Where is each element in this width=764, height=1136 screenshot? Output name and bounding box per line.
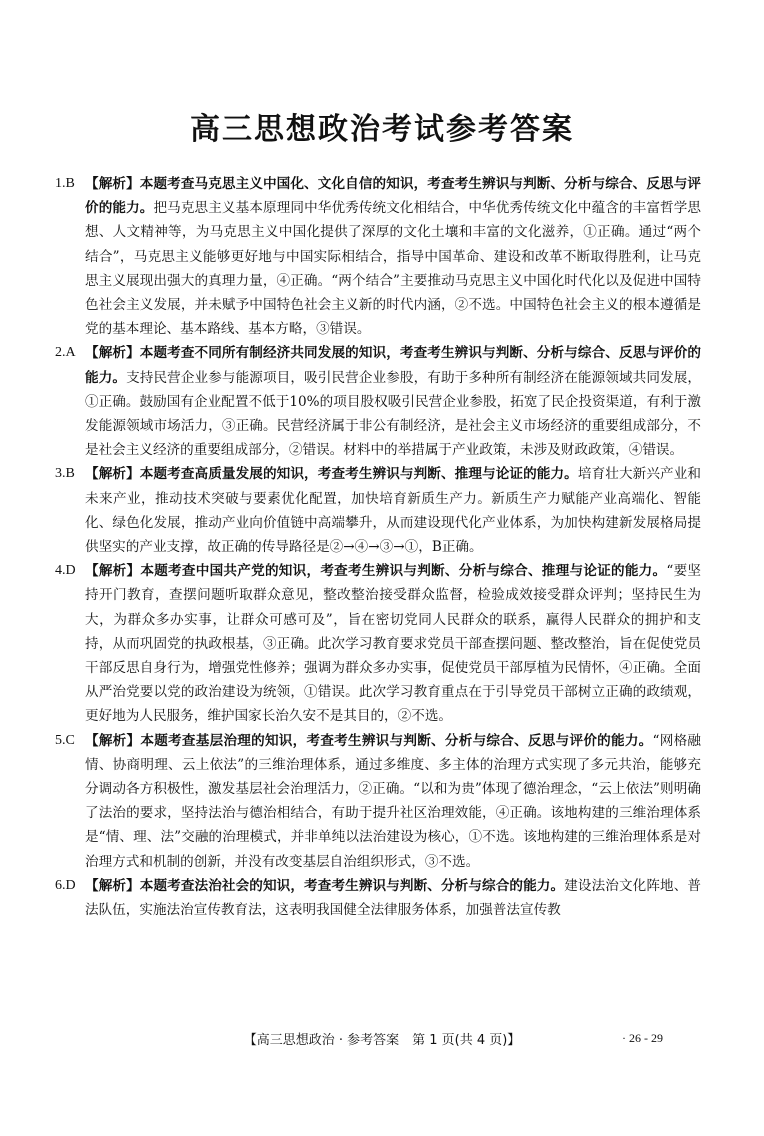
page-title: 高三思想政治考试参考答案 bbox=[190, 112, 574, 147]
answer-number: 4.D bbox=[55, 563, 76, 579]
answer-body: “网格融情、协商明理、云上依法”的三维治理体系，通过多维度、多主体的治理方式实现了多元共治，能够充分调动各方积极性，激发基层社会治理活力，②正确。“以和为贵”体现了德治理念，“云上依法”则明确了法治的要求，坚持法治与德治相结合，有助于提升社区治理效能，④正确。该地构建的三维治理体系是“情、理、法”交融的治理模式，并非单纯以法治建设为核心，①不选。该地构建的三维治理体系是对治理方式和机制的创新，并没有改变基层自治组织形式，③不选。 bbox=[85, 732, 702, 870]
answer-number: 6.D bbox=[55, 877, 76, 893]
page-footer: 【高三思想政治 · 参考答案 第 1 页(共 4 页)】 bbox=[243, 1033, 521, 1048]
answer-headline: 本题考查基层治理的知识，考查考生辨识与判断、分析与综合、反思与评价的能力。 bbox=[140, 732, 653, 749]
footer-code: · 26 - 29 bbox=[622, 1031, 663, 1045]
answer-list bbox=[55, 172, 701, 922]
answer-body: 培育壮大新兴产业和未来产业，推动技术突破与要素优化配置，加快培育新质生产力。新质生产力赋能产业高端化、智能化、绿色化发展，推动产业向价值链中高端攀升，从而建设现代化产业体系，为加快构建新发展格局提供坚实的产业支撑，故正确的传导路径是②→④→③→①，B正确。 bbox=[85, 466, 702, 556]
answer-item bbox=[55, 341, 701, 462]
answer-headline: 本题考查中国共产党的知识，考查考生辨识与判断、分析与综合、推理与论证的能力。 bbox=[140, 563, 667, 580]
answer-tag: 【解析】 bbox=[85, 176, 140, 192]
answer-number: 2.A bbox=[55, 345, 76, 361]
answer-headline: 本题考查法治社会的知识，考查考生辨识与判断、分析与综合的能力。 bbox=[139, 877, 565, 894]
answer-item bbox=[55, 172, 701, 341]
answer-item bbox=[55, 729, 701, 874]
answer-tag: 【解析】 bbox=[85, 877, 140, 894]
answer-body: 建设法治文化阵地、普法队伍，实施法治宣传教育法，这表明我国健全法律服务体系，加强普法宣传教 bbox=[85, 877, 702, 919]
answer-body: “要坚持开门教育，查摆问题听取群众意见，整改整治接受群众监督，检验成效接受群众评判；坚持民生为大，为群众多办实事，让群众可感可及”，旨在密切党同人民群众的联系，赢得人民群众的拥护和支持，从而巩固党的执政根基，③正确。此次学习教育要求党员干部查摆问题、整改整治，旨在促使党员干部反思自身行为，增强党性修养；强调为群众多办实事，促使党员干部厚植为民情怀，④正确。全面从严治党要以党的政治建设为统领，①错误。此次学习教育重点在于引导党员干部树立正确的政绩观，更好地为人民服务，维护国家长治久安不是其目的，②不选。 bbox=[85, 563, 702, 725]
answer-tag: 【解析】 bbox=[85, 345, 140, 362]
answer-headline: 本题考查马克思主义中国化、文化自信的知识，考查考生辨识与判断、分析与综合、反思与评价的能力。 bbox=[85, 176, 701, 217]
answer-item bbox=[55, 462, 701, 559]
answer-tag: 【解析】 bbox=[85, 466, 140, 483]
answer-item bbox=[55, 559, 701, 728]
answer-tag: 【解析】 bbox=[85, 732, 141, 749]
answer-number: 3.B bbox=[55, 466, 75, 482]
answer-body: 支持民营企业参与能源项目，吸引民营企业参股，有助于多种所有制经济在能源领域共同发展，①正确。鼓励国有企业配置不低于10%的项目股权吸引民营企业参股，拓宽了民企投资渠道，有利于激发能源领域市场活力，③正确。民营经济属于非公有制经济，是社会主义市场经济的重要组成部分，不是社会主义经济的重要组成部分，②错误。材料中的举措属于产业政策，未涉及财政政策，④错误。 bbox=[85, 369, 702, 459]
answer-tag: 【解析】 bbox=[85, 563, 141, 580]
answer-number: 5.C bbox=[55, 732, 75, 748]
answer-number: 1.B bbox=[55, 176, 75, 191]
answer-item bbox=[55, 874, 701, 922]
answer-headline: 本题考查高质量发展的知识，考查考生辨识与判断、推理与论证的能力。 bbox=[139, 466, 578, 483]
answer-body: 把马克思主义基本原理同中华优秀传统文化相结合，中华优秀传统文化中蕴含的丰富哲学思想、人文精神等，为马克思主义中国化提供了深厚的文化土壤和丰富的文化滋养，①正确。通过“两个结合”，马克思主义能够更好地与中国实际相结合，指导中国革命、建设和改革不断取得胜利，让马克思主义展现出强大的真理力量，④正确。“两个结合”主要推动马克思主义中国化时代化以及促进中国特色社会主义发展，并未赋予中国特色社会主义新的时代内涵，②不选。中国特色社会主义的根本遵循是党的基本理论、基本路线、基本方略，③错误。 bbox=[85, 200, 702, 338]
answer-headline: 本题考查不同所有制经济共同发展的知识，考查考生辨识与判断、分析与综合、反思与评价的能力。 bbox=[85, 345, 701, 386]
